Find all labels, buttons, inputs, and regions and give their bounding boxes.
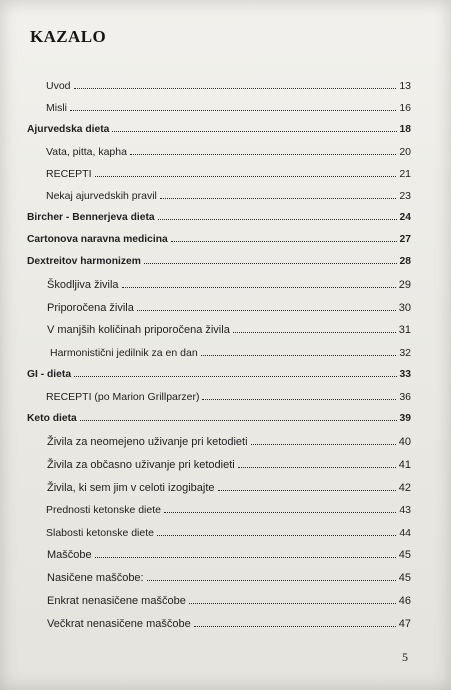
dot-leader [157,535,396,536]
toc-entry-page: 13 [399,80,411,92]
toc-entry-page: 31 [398,324,411,336]
toc-entry[interactable] [50,345,411,361]
dot-leader [130,154,396,155]
toc-entry-page: 45 [398,572,411,584]
toc-entry-label: Nasičene maščobe: [47,572,144,584]
toc-entry-label: Uvod [46,80,71,92]
toc-entry-page: 39 [399,413,411,424]
toc-chapter-entry[interactable] [27,210,411,226]
toc-entry-label: Prednosti ketonske diete [46,504,161,516]
toc-entry[interactable] [47,480,411,496]
dot-leader [144,263,397,264]
toc-entry-label: Dextreitov harmonizem [27,256,141,267]
toc-entry[interactable] [47,457,411,473]
toc-entry[interactable] [47,300,411,316]
toc-entry-label: Nekaj ajurvedskih pravil [46,190,157,202]
dot-leader [218,490,396,491]
toc-entry[interactable] [46,100,411,116]
toc-entry-label: Živila za občasno uživanje pri ketodieti [47,459,235,471]
dot-leader [194,626,396,627]
dot-leader [201,355,397,356]
toc-entry-label: Maščobe [47,549,92,561]
toc-entry-label: Živila, ki sem jim v celoti izogibajte [47,482,215,494]
toc-entry-label: Harmonistični jedilnik za en dan [50,347,198,359]
dot-leader [74,88,397,89]
toc-entry[interactable] [47,593,411,609]
toc-chapter-entry[interactable] [27,367,411,383]
toc-entry-page: 20 [399,146,411,158]
toc-entry-label: Priporočena živila [47,302,134,314]
dot-leader [158,219,397,220]
toc-chapter-entry[interactable] [27,232,411,248]
toc-chapter-entry[interactable] [27,254,411,270]
page-title: KAZALO [30,27,107,46]
toc-entry-page: 24 [399,212,411,223]
toc-entry[interactable] [46,144,411,160]
toc-entry-page: 36 [399,391,411,403]
toc-entry-page: 28 [399,256,411,267]
toc-entry-label: RECEPTI (po Marion Grillparzer) [46,391,200,403]
toc-entry-page: 42 [398,482,411,494]
toc-entry-page: 43 [399,504,411,516]
toc-entry-page: 18 [399,124,411,135]
toc-entry-label: Vata, pitta, kapha [46,146,127,158]
toc-entry-page: 21 [399,168,411,180]
toc-entry-page: 23 [399,190,411,202]
toc-chapter-entry[interactable] [27,411,411,427]
toc-entry[interactable] [47,616,411,632]
dot-leader [112,131,396,132]
dot-leader [164,512,396,513]
dot-leader [95,557,396,558]
toc-entry[interactable] [47,434,411,450]
dot-leader [137,310,396,311]
toc-entry[interactable] [46,525,411,541]
toc-entry-label: Enkrat nenasičene maščobe [47,595,186,607]
toc-entry-label: Ajurvedska dieta [27,124,110,135]
toc-entry-page: 33 [399,369,411,380]
dot-leader [74,376,396,377]
toc-entry-page: 16 [399,102,411,114]
dot-leader [171,241,397,242]
dot-leader [233,332,396,333]
toc-entry-page: 47 [398,618,411,630]
toc-entry-page: 27 [399,234,411,245]
toc-entry-page: 32 [399,347,411,359]
toc-entry-page: 30 [398,302,411,314]
toc-entry-label: Škodljiva živila [47,279,119,291]
dot-leader [202,399,396,400]
toc-entry-label: Misli [46,102,67,114]
toc-entry-page: 46 [398,595,411,607]
toc-entry[interactable] [46,188,411,204]
dot-leader [122,287,396,288]
toc-entry-label: RECEPTI [46,168,92,180]
toc-entry[interactable] [47,277,411,293]
toc-entry-page: 44 [399,527,411,539]
toc-entry-label: Živila za neomejeno uživanje pri ketodieti [47,436,248,448]
dot-leader [160,198,396,199]
dot-leader [147,580,396,581]
toc-entry-label: Bircher - Bennerjeva dieta [27,212,155,223]
toc-entry[interactable] [47,570,411,586]
dot-leader [251,444,396,445]
toc-entry-label: Cartonova naravna medicina [27,234,168,245]
dot-leader [70,110,396,111]
toc-entry-page: 45 [398,549,411,561]
toc-entry-page: 41 [398,459,411,471]
dot-leader [189,603,396,604]
toc-entry[interactable] [46,502,411,518]
toc-entry-label: GI - dieta [27,369,72,380]
toc-entry[interactable] [46,166,411,182]
toc-entry-label: Večkrat nenasičene maščobe [47,618,191,630]
toc-entry[interactable] [47,322,411,338]
toc-entry[interactable] [46,389,411,405]
dot-leader [80,420,397,421]
dot-leader [95,176,397,177]
dot-leader [238,467,396,468]
toc-entry[interactable] [47,547,411,563]
toc-chapter-entry[interactable] [27,122,411,138]
page-number: 5 [402,650,408,664]
toc-entry[interactable] [46,78,411,94]
toc-entry-label: V manjših količinah priporočena živila [47,324,230,336]
toc-entry-page: 29 [398,279,411,291]
toc-entry-label: Slabosti ketonske diete [46,527,154,539]
toc-entry-label: Keto dieta [27,413,77,424]
toc-entry-page: 40 [398,436,411,448]
